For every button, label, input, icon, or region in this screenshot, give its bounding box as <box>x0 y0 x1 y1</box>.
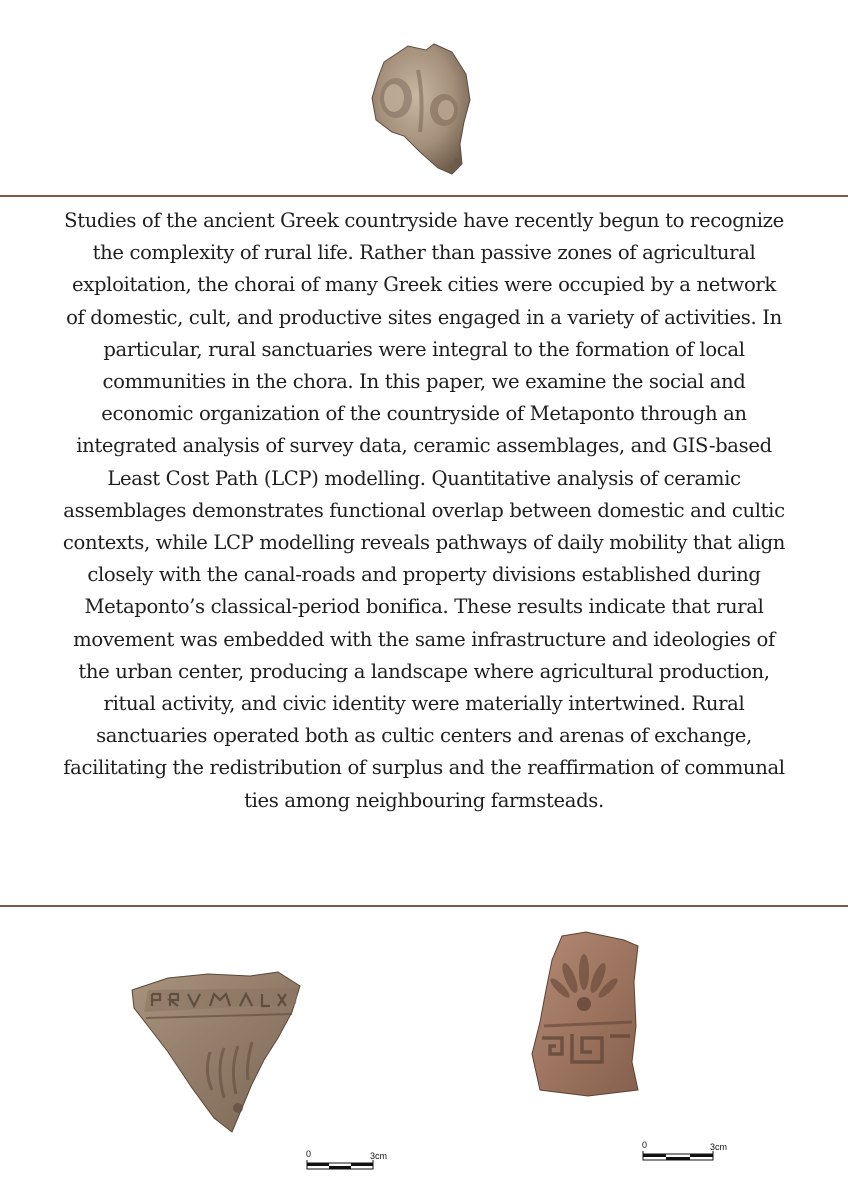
scale-end-label: 3cm <box>370 1151 388 1161</box>
figurine-head-fragment-photo <box>364 40 476 180</box>
scale-bar-left <box>306 1150 386 1172</box>
scale-end-label: 3cm <box>710 1142 728 1152</box>
bottom-divider-rule <box>0 905 848 907</box>
scale-start-label: 0 <box>642 1140 648 1150</box>
scale-bar-graphic <box>306 1160 376 1172</box>
top-divider-rule <box>0 195 848 197</box>
scale-start-label: 0 <box>306 1149 312 1159</box>
inscribed-sherd-photo <box>128 968 308 1138</box>
abstract-text: Studies of the ancient Greek countryside have recently begun to recognize the complexity of rural life. Rather than passive zones of agricultural exploitation, the chorai of many Greek cities were occupied by a network of domestic, cult, and productive sites engaged in a variety of activities. In particular, rural sanctuaries were integral to the formation of local communities in the chora. In this paper, we examine the social and economic organization of the countryside of Metaponto through an integrated analysis of survey data, ceramic assemblages, and GIS-based Least Cost Path (LCP) modelling. Quantitative analysis of ceramic assemblages demonstrates functional overlap between domestic and cultic contexts, while LCP modelling reveals pathways of daily mobility that align closely with the canal-roads and property divisions established during Metaponto’s classical-period bonifica. These results indicate that rural movement was embedded with the same infrastructure and ideologies of the urban center, producing a landscape where agricultural production, ritual activity, and civic identity were materially intertwined. Rural sanctuaries operated both as cultic centers and arenas of exchange, facilitating the redistribution of surplus and the reaffirmation of communal ties among neighbouring farmsteads. <box>62 209 786 812</box>
terracotta-revetment-photo <box>528 930 648 1098</box>
scale-bar-right <box>642 1141 732 1165</box>
scale-bar-graphic <box>642 1151 716 1163</box>
